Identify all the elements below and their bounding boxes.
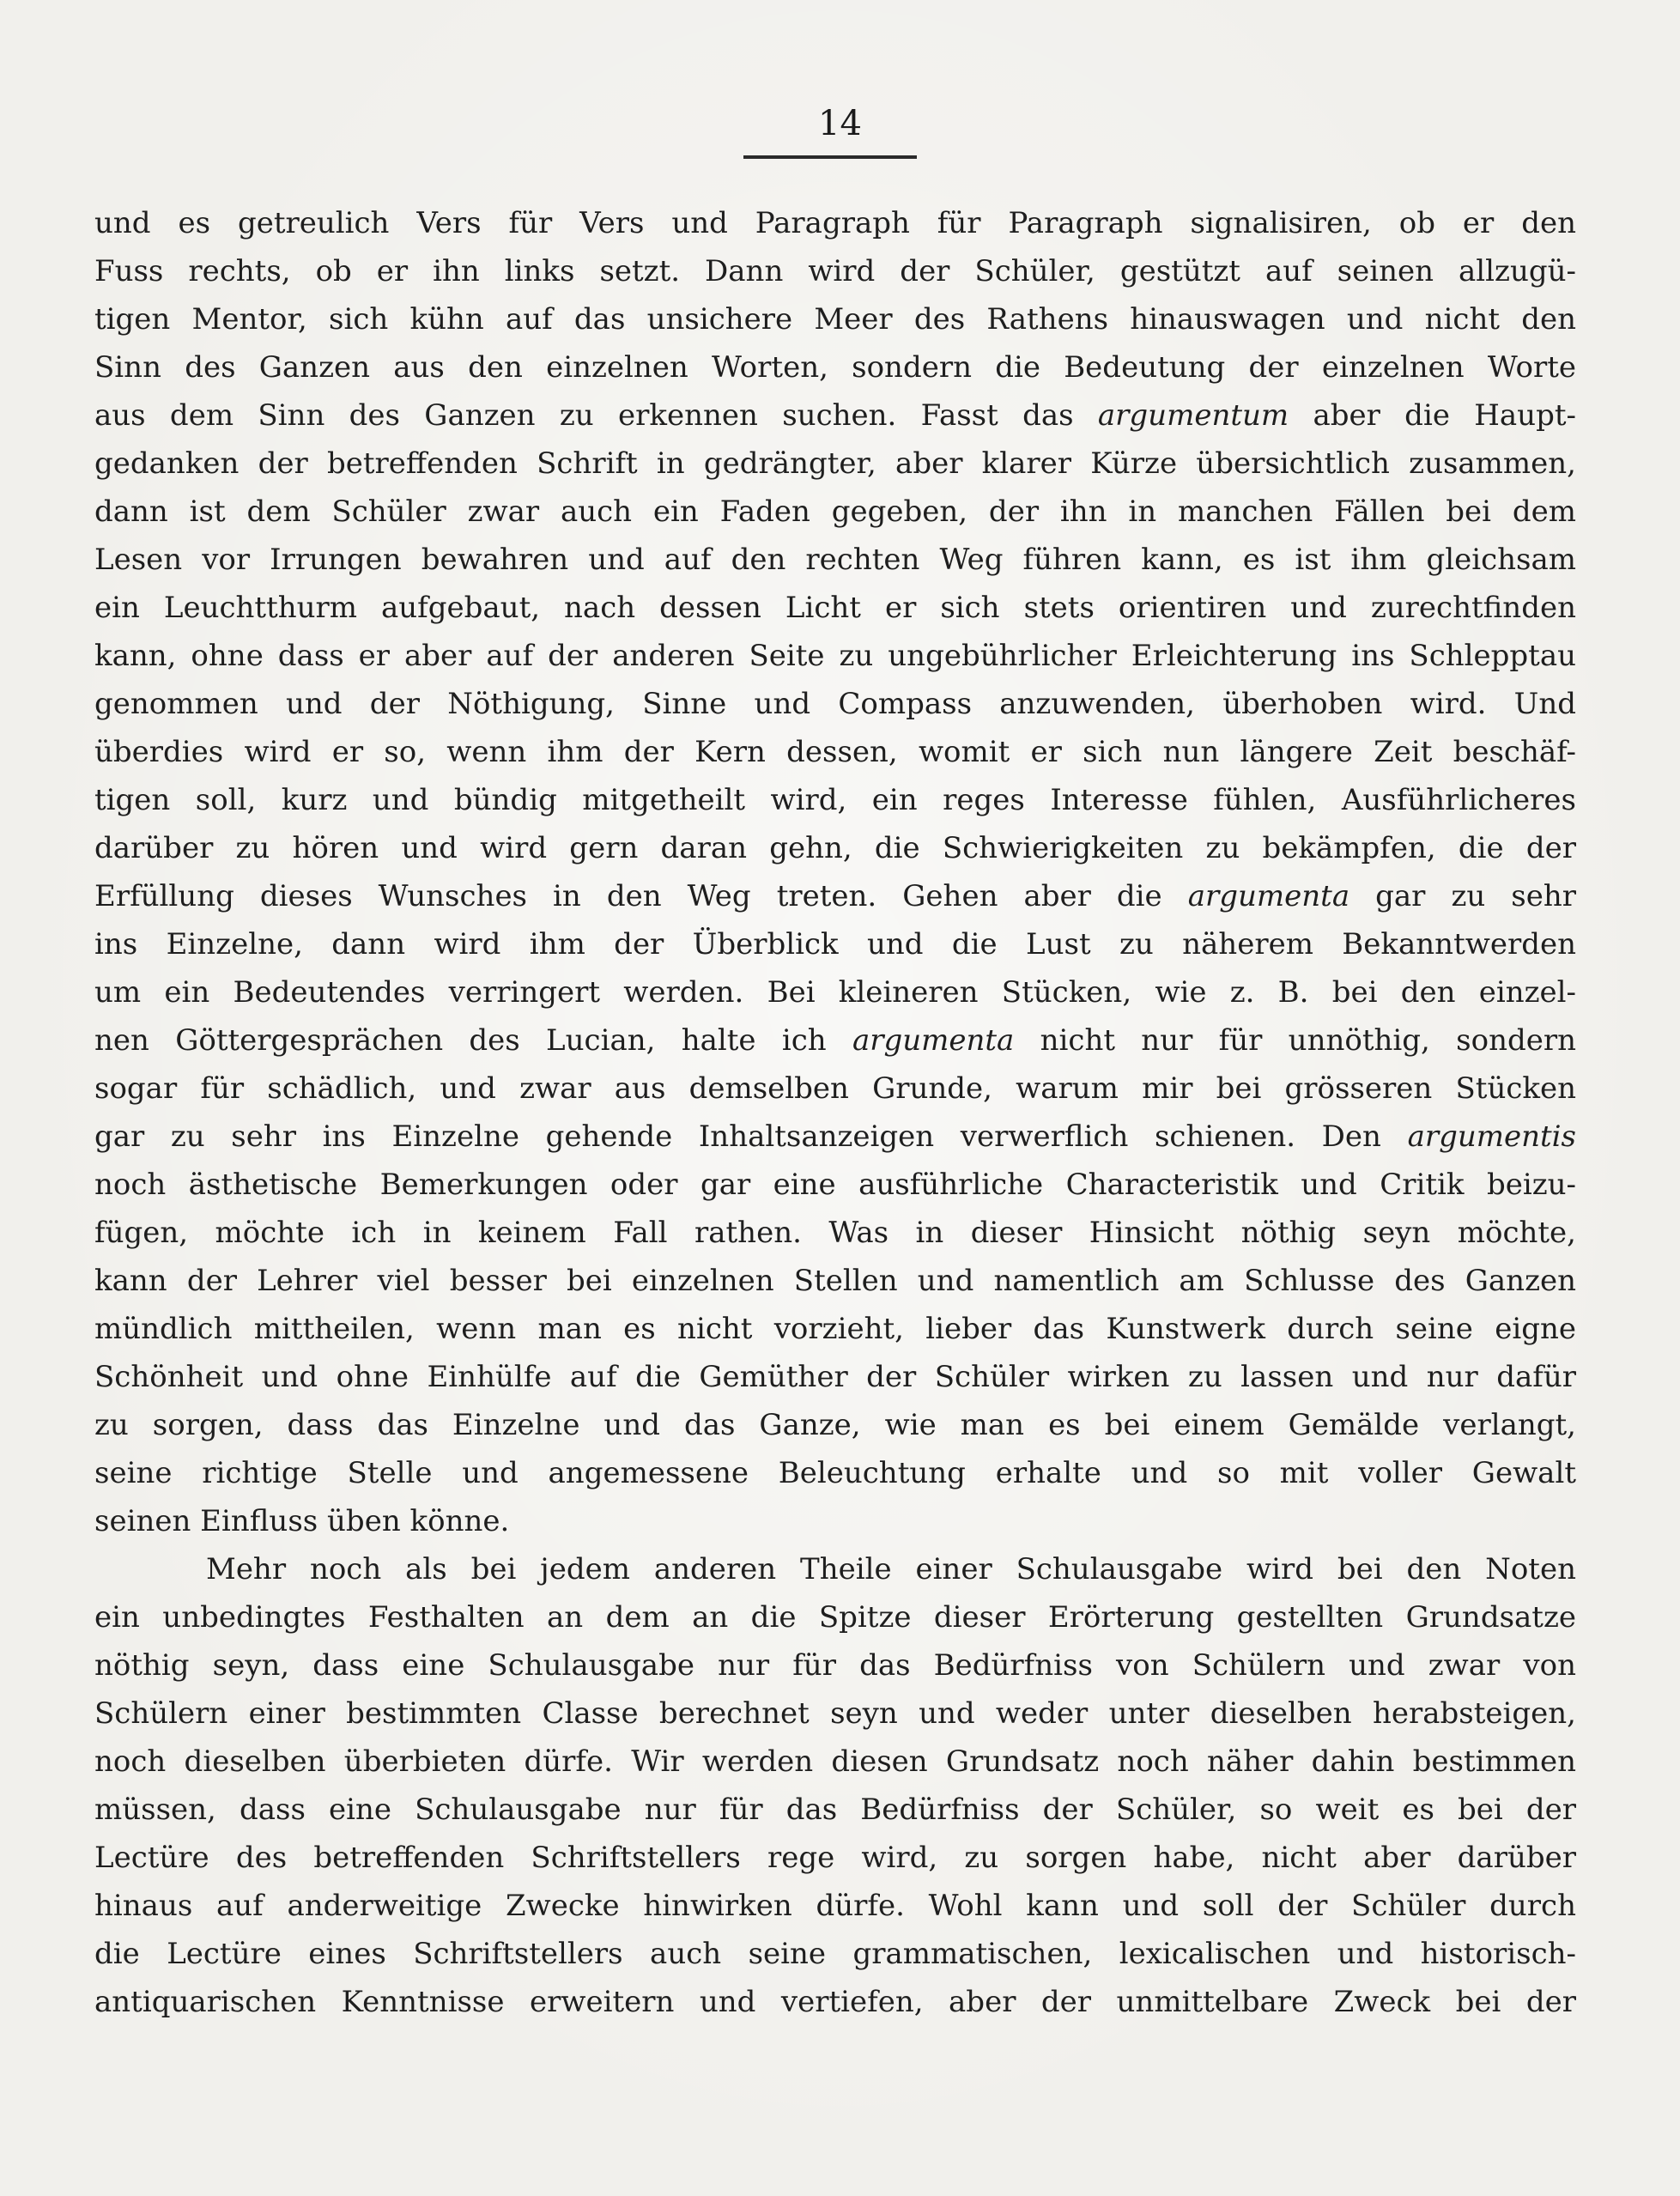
text-line: nen Göttergesprächen des Lucian, halte ich argumenta nicht nur für unnöthig, sondern	[94, 1023, 1576, 1058]
text-line: genommen und der Nöthigung, Sinne und Compass anzuwenden, überhoben wird. Und	[94, 687, 1576, 721]
text-line: gar zu sehr ins Einzelne gehende Inhaltsanzeigen verwerflich schienen. Den argumentis	[94, 1119, 1576, 1154]
text-line: die Lectüre eines Schriftstellers auch seine grammatischen, lexicalischen und historisch-	[94, 1937, 1576, 1971]
text-line: Sinn des Ganzen aus den einzelnen Worten, sondern die Bedeutung der einzelnen Worte	[94, 350, 1576, 385]
text-line: zu sorgen, dass das Einzelne und das Ganze, wie man es bei einem Gemälde verlangt,	[94, 1408, 1576, 1442]
text-line: fügen, möchte ich in keinem Fall rathen. Was in dieser Hinsicht nöthig seyn möchte,	[94, 1216, 1576, 1250]
text-line: gedanken der betreffenden Schrift in gedrängter, aber klarer Kürze übersichtlich zusammen,	[94, 446, 1576, 481]
text-line: tigen Mentor, sich kühn auf das unsichere Meer des Rathens hinauswagen und nicht den	[94, 302, 1576, 337]
text-line: hinaus auf anderweitige Zwecke hinwirken dürfe. Wohl kann und soll der Schüler durch	[94, 1889, 1576, 1923]
text-line: und es getreulich Vers für Vers und Paragraph für Paragraph signalisiren, ob er den	[94, 206, 1576, 240]
latin-term: argumenta	[1187, 879, 1350, 913]
text-line: müssen, dass eine Schulausgabe nur für das Bedürfniss der Schüler, so weit es bei der	[94, 1793, 1576, 1827]
text-line: noch dieselben überbieten dürfe. Wir werden diesen Grundsatz noch näher dahin bestimmen	[94, 1744, 1576, 1779]
text-line: noch ästhetische Bemerkungen oder gar eine ausführliche Characteristik und Critik beizu-	[94, 1168, 1576, 1202]
text-line: Erfüllung dieses Wunsches in den Weg treten. Gehen aber die argumenta gar zu sehr	[94, 879, 1576, 913]
text-line: kann der Lehrer viel besser bei einzelnen Stellen und namentlich am Schlusse des Ganzen	[94, 1264, 1576, 1298]
text-line: antiquarischen Kenntnisse erweitern und vertiefen, aber der unmittelbare Zweck bei der	[94, 1985, 1576, 2019]
paragraph-end-line: seinen Einfluss üben könne.	[94, 1504, 510, 1538]
text-line: ins Einzelne, dann wird ihm der Überblick und die Lust zu näherem Bekanntwerden	[94, 927, 1576, 962]
text-line: überdies wird er so, wenn ihm der Kern dessen, womit er sich nun längere Zeit beschäf-	[94, 735, 1576, 769]
text-line: Schülern einer bestimmten Classe berechnet seyn und weder unter dieselben herabsteigen,	[94, 1696, 1576, 1731]
text-line: aus dem Sinn des Ganzen zu erkennen suchen. Fasst das argumentum aber die Haupt-	[94, 398, 1576, 433]
text-line: Lesen vor Irrungen bewahren und auf den rechten Weg führen kann, es ist ihm gleichsam	[94, 543, 1576, 577]
text-line: Lectüre des betreffenden Schriftstellers rege wird, zu sorgen habe, nicht aber darüber	[94, 1841, 1576, 1875]
text-line: kann, ohne dass er aber auf der anderen Seite zu ungebührlicher Erleichterung ins Schlepptau	[94, 639, 1576, 673]
text-line: tigen soll, kurz und bündig mitgetheilt wird, ein reges Interesse fühlen, Ausführlicheres	[94, 783, 1576, 817]
body-text	[94, 199, 1576, 2026]
text-line: Fuss rechts, ob er ihn links setzt. Dann wird der Schüler, gestützt auf seinen allzugü-	[94, 254, 1576, 288]
page-number-rule	[743, 155, 917, 159]
text-line: nöthig seyn, dass eine Schulausgabe nur für das Bedürfniss von Schülern und zwar von	[94, 1648, 1576, 1683]
text-line: um ein Bedeutendes verringert werden. Bei kleineren Stücken, wie z. B. bei den einzel-	[94, 975, 1576, 1010]
page-number: 14	[818, 104, 862, 143]
text-line: dann ist dem Schüler zwar auch ein Faden gegeben, der ihn in manchen Fällen bei dem	[94, 494, 1576, 529]
paragraph-start-line: Mehr noch als bei jedem anderen Theile einer Schulausgabe wird bei den Noten	[206, 1552, 1576, 1586]
text-line: ein Leuchtthurm aufgebaut, nach dessen Licht er sich stets orientiren und zurechtfinden	[94, 591, 1576, 625]
latin-term: argumentum	[1097, 398, 1289, 433]
text-line: mündlich mittheilen, wenn man es nicht vorzieht, lieber das Kunstwerk durch seine eigne	[94, 1312, 1576, 1346]
text-line: ein unbedingtes Festhalten an dem an die Spitze dieser Erörterung gestellten Grundsatze	[94, 1600, 1576, 1635]
latin-term: argumenta	[852, 1023, 1015, 1058]
text-line: darüber zu hören und wird gern daran gehn, die Schwierigkeiten zu bekämpfen, die der	[94, 831, 1576, 865]
text-line: seine richtige Stelle und angemessene Beleuchtung erhalte und so mit voller Gewalt	[94, 1456, 1576, 1490]
text-line: Schönheit und ohne Einhülfe auf die Gemüther der Schüler wirken zu lassen und nur dafür	[94, 1360, 1576, 1394]
latin-term: argumentis	[1407, 1119, 1576, 1154]
text-line: sogar für schädlich, und zwar aus demselben Grunde, warum mir bei grösseren Stücken	[94, 1071, 1576, 1106]
